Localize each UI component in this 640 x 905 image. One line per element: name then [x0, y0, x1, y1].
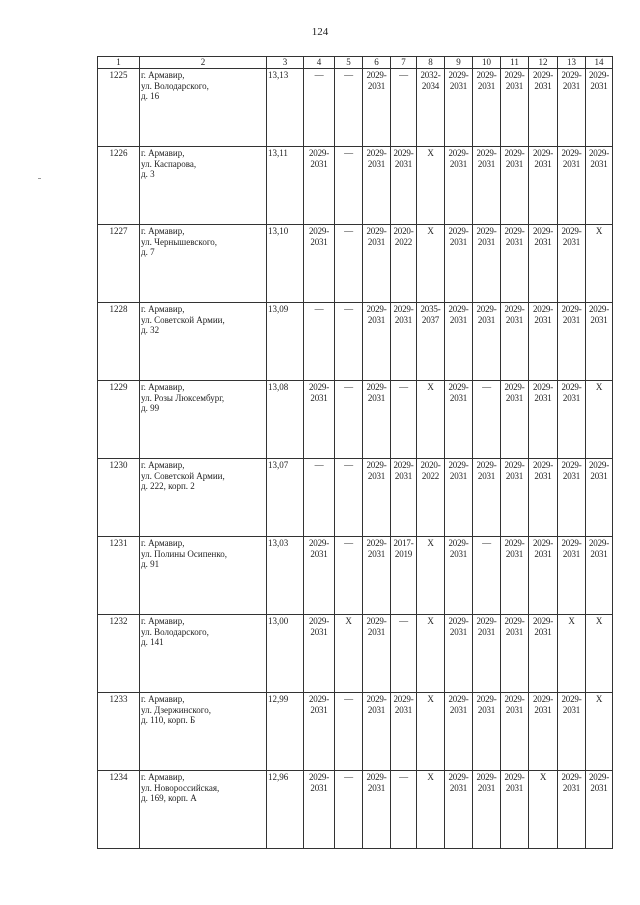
header-row — [98, 57, 613, 69]
address-cell: г. Армавир, ул. Новороссийская, д. 169, корп. А — [140, 770, 267, 848]
table-row — [98, 458, 613, 536]
period-cell-col-11: 2029- 2031 — [501, 692, 529, 770]
period-cell-col-14: 2029- 2031 — [586, 302, 613, 380]
table-row — [98, 146, 613, 224]
column-header-4: 4 — [304, 57, 335, 69]
column-header-7: 7 — [391, 57, 417, 69]
period-cell-col-12: 2029- 2031 — [529, 458, 558, 536]
period-cell-col-10: 2029- 2031 — [473, 302, 501, 380]
area-cell: 13,00 — [267, 614, 304, 692]
period-cell-col-5: — — [335, 224, 363, 302]
column-header-10: 10 — [473, 57, 501, 69]
period-cell-col-5: — — [335, 458, 363, 536]
period-cell-col-9: 2029- 2031 — [445, 458, 473, 536]
period-cell-col-5: — — [335, 770, 363, 848]
column-header-12: 12 — [529, 57, 558, 69]
period-cell-col-8: Х — [417, 692, 445, 770]
period-cell-col-4: 2029- 2031 — [304, 146, 335, 224]
column-header-8: 8 — [417, 57, 445, 69]
period-cell-col-13: 2029- 2031 — [558, 302, 586, 380]
period-cell-col-14: Х — [586, 224, 613, 302]
address-cell: г. Армавир, ул. Полины Осипенко, д. 91 — [140, 536, 267, 614]
period-cell-col-14: Х — [586, 614, 613, 692]
period-cell-col-7: — — [391, 770, 417, 848]
period-cell-col-6: 2029- 2031 — [363, 302, 391, 380]
period-cell-col-8: Х — [417, 224, 445, 302]
address-cell: г. Армавир, ул. Розы Люксембург, д. 99 — [140, 380, 267, 458]
period-cell-col-5: — — [335, 692, 363, 770]
period-cell-col-6: 2029- 2031 — [363, 224, 391, 302]
period-cell-col-9: 2029- 2031 — [445, 692, 473, 770]
period-cell-col-11: 2029- 2031 — [501, 614, 529, 692]
period-cell-col-5: — — [335, 68, 363, 146]
period-cell-col-10: 2029- 2031 — [473, 68, 501, 146]
table-row — [98, 770, 613, 848]
period-cell-col-8: Х — [417, 770, 445, 848]
period-cell-col-14: 2029- 2031 — [586, 536, 613, 614]
row-number: 1234 — [98, 770, 140, 848]
column-header-3: 3 — [267, 57, 304, 69]
period-cell-col-5: Х — [335, 614, 363, 692]
period-cell-col-9: 2029- 2031 — [445, 770, 473, 848]
period-cell-col-13: 2029- 2031 — [558, 770, 586, 848]
row-number: 1231 — [98, 536, 140, 614]
period-cell-col-9: 2029- 2031 — [445, 302, 473, 380]
period-cell-col-12: 2029- 2031 — [529, 692, 558, 770]
column-header-2: 2 — [140, 57, 267, 69]
period-cell-col-9: 2029- 2031 — [445, 146, 473, 224]
address-cell: г. Армавир, ул. Советской Армии, д. 32 — [140, 302, 267, 380]
period-cell-col-10: — — [473, 380, 501, 458]
period-cell-col-8: Х — [417, 536, 445, 614]
period-cell-col-12: 2029- 2031 — [529, 68, 558, 146]
period-cell-col-4: 2029- 2031 — [304, 536, 335, 614]
period-cell-col-9: 2029- 2031 — [445, 380, 473, 458]
period-cell-col-8: 2032- 2034 — [417, 68, 445, 146]
period-cell-col-12: 2029- 2031 — [529, 614, 558, 692]
period-cell-col-10: 2029- 2031 — [473, 458, 501, 536]
table-row — [98, 536, 613, 614]
address-cell: г. Армавир, ул. Советской Армии, д. 222, корп. 2 — [140, 458, 267, 536]
table-row — [98, 380, 613, 458]
period-cell-col-14: 2029- 2031 — [586, 68, 613, 146]
page-number: 124 — [311, 26, 329, 38]
period-cell-col-8: Х — [417, 380, 445, 458]
period-cell-col-10: 2029- 2031 — [473, 770, 501, 848]
schedule-table — [97, 56, 613, 849]
row-number: 1229 — [98, 380, 140, 458]
period-cell-col-7: — — [391, 380, 417, 458]
period-cell-col-6: 2029- 2031 — [363, 614, 391, 692]
column-header-11: 11 — [501, 57, 529, 69]
area-cell: 12,99 — [267, 692, 304, 770]
period-cell-col-9: 2029- 2031 — [445, 614, 473, 692]
period-cell-col-11: 2029- 2031 — [501, 770, 529, 848]
period-cell-col-13: 2029- 2031 — [558, 380, 586, 458]
period-cell-col-7: 2020- 2022 — [391, 224, 417, 302]
address-cell: г. Армавир, ул. Володарского, д. 16 — [140, 68, 267, 146]
address-cell: г. Армавир, ул. Володарского, д. 141 — [140, 614, 267, 692]
table-row — [98, 692, 613, 770]
area-cell: 13,10 — [267, 224, 304, 302]
table-row — [98, 614, 613, 692]
row-number: 1227 — [98, 224, 140, 302]
row-number: 1226 — [98, 146, 140, 224]
period-cell-col-12: 2029- 2031 — [529, 146, 558, 224]
period-cell-col-6: 2029- 2031 — [363, 458, 391, 536]
period-cell-col-4: — — [304, 458, 335, 536]
period-cell-col-6: 2029- 2031 — [363, 692, 391, 770]
period-cell-col-11: 2029- 2031 — [501, 68, 529, 146]
period-cell-col-7: 2029- 2031 — [391, 302, 417, 380]
period-cell-col-12: 2029- 2031 — [529, 536, 558, 614]
address-cell: г. Армавир, ул. Чернышевского, д. 7 — [140, 224, 267, 302]
period-cell-col-4: 2029- 2031 — [304, 380, 335, 458]
period-cell-col-8: 2020- 2022 — [417, 458, 445, 536]
period-cell-col-8: 2035- 2037 — [417, 302, 445, 380]
period-cell-col-13: 2029- 2031 — [558, 146, 586, 224]
period-cell-col-10: — — [473, 536, 501, 614]
period-cell-col-5: — — [335, 380, 363, 458]
area-cell: 13,03 — [267, 536, 304, 614]
period-cell-col-4: 2029- 2031 — [304, 692, 335, 770]
period-cell-col-12: 2029- 2031 — [529, 224, 558, 302]
column-header-13: 13 — [558, 57, 586, 69]
period-cell-col-6: 2029- 2031 — [363, 380, 391, 458]
period-cell-col-11: 2029- 2031 — [501, 302, 529, 380]
period-cell-col-9: 2029- 2031 — [445, 224, 473, 302]
period-cell-col-13: 2029- 2031 — [558, 224, 586, 302]
column-header-14: 14 — [586, 57, 613, 69]
area-cell: 13,08 — [267, 380, 304, 458]
row-number: 1233 — [98, 692, 140, 770]
period-cell-col-8: Х — [417, 146, 445, 224]
table-row — [98, 224, 613, 302]
scan-artifact — [38, 178, 41, 179]
period-cell-col-14: Х — [586, 380, 613, 458]
period-cell-col-10: 2029- 2031 — [473, 692, 501, 770]
area-cell: 12,96 — [267, 770, 304, 848]
period-cell-col-4: 2029- 2031 — [304, 224, 335, 302]
period-cell-col-5: — — [335, 302, 363, 380]
period-cell-col-13: 2029- 2031 — [558, 536, 586, 614]
period-cell-col-12: Х — [529, 770, 558, 848]
period-cell-col-13: 2029- 2031 — [558, 692, 586, 770]
period-cell-col-12: 2029- 2031 — [529, 302, 558, 380]
period-cell-col-14: 2029- 2031 — [586, 146, 613, 224]
period-cell-col-10: 2029- 2031 — [473, 146, 501, 224]
period-cell-col-10: 2029- 2031 — [473, 224, 501, 302]
address-cell: г. Армавир, ул. Каспарова, д. 3 — [140, 146, 267, 224]
period-cell-col-4: 2029- 2031 — [304, 614, 335, 692]
period-cell-col-6: 2029- 2031 — [363, 536, 391, 614]
period-cell-col-11: 2029- 2031 — [501, 146, 529, 224]
period-cell-col-7: 2017- 2019 — [391, 536, 417, 614]
period-cell-col-11: 2029- 2031 — [501, 536, 529, 614]
period-cell-col-13: 2029- 2031 — [558, 458, 586, 536]
period-cell-col-7: 2029- 2031 — [391, 146, 417, 224]
period-cell-col-6: 2029- 2031 — [363, 146, 391, 224]
column-header-6: 6 — [363, 57, 391, 69]
period-cell-col-5: — — [335, 146, 363, 224]
period-cell-col-13: 2029- 2031 — [558, 68, 586, 146]
period-cell-col-9: 2029- 2031 — [445, 536, 473, 614]
column-header-5: 5 — [335, 57, 363, 69]
period-cell-col-8: Х — [417, 614, 445, 692]
period-cell-col-7: 2029- 2031 — [391, 692, 417, 770]
row-number: 1232 — [98, 614, 140, 692]
period-cell-col-4: — — [304, 302, 335, 380]
area-cell: 13,13 — [267, 68, 304, 146]
period-cell-col-4: — — [304, 68, 335, 146]
row-number: 1225 — [98, 68, 140, 146]
area-cell: 13,11 — [267, 146, 304, 224]
area-cell: 13,09 — [267, 302, 304, 380]
period-cell-col-7: 2029- 2031 — [391, 458, 417, 536]
row-number: 1228 — [98, 302, 140, 380]
period-cell-col-10: 2029- 2031 — [473, 614, 501, 692]
period-cell-col-11: 2029- 2031 — [501, 380, 529, 458]
period-cell-col-14: 2029- 2031 — [586, 458, 613, 536]
period-cell-col-7: — — [391, 68, 417, 146]
area-cell: 13,07 — [267, 458, 304, 536]
row-number: 1230 — [98, 458, 140, 536]
table-row — [98, 302, 613, 380]
period-cell-col-6: 2029- 2031 — [363, 770, 391, 848]
period-cell-col-11: 2029- 2031 — [501, 458, 529, 536]
period-cell-col-11: 2029- 2031 — [501, 224, 529, 302]
table-row — [98, 68, 613, 146]
period-cell-col-9: 2029- 2031 — [445, 68, 473, 146]
period-cell-col-4: 2029- 2031 — [304, 770, 335, 848]
column-header-9: 9 — [445, 57, 473, 69]
period-cell-col-14: Х — [586, 692, 613, 770]
column-header-1: 1 — [98, 57, 140, 69]
period-cell-col-13: Х — [558, 614, 586, 692]
address-cell: г. Армавир, ул. Дзержинского, д. 110, корп. Б — [140, 692, 267, 770]
table-body — [98, 57, 613, 849]
period-cell-col-12: 2029- 2031 — [529, 380, 558, 458]
period-cell-col-6: 2029- 2031 — [363, 68, 391, 146]
period-cell-col-7: — — [391, 614, 417, 692]
period-cell-col-5: — — [335, 536, 363, 614]
period-cell-col-14: 2029- 2031 — [586, 770, 613, 848]
